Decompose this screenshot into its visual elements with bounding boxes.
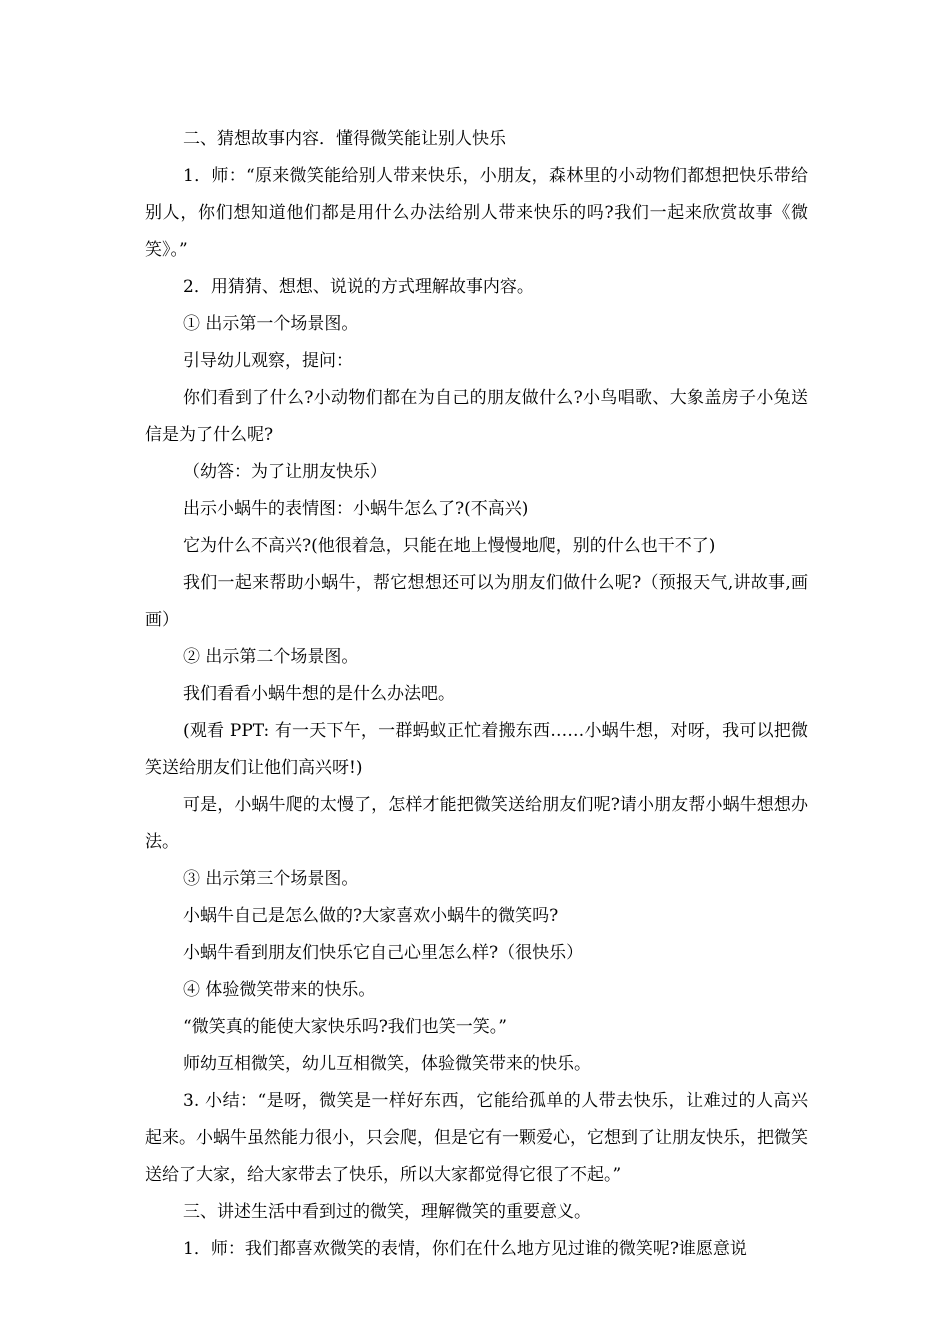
paragraph-snail-did: 小蜗牛自己是怎么做的?大家喜欢小蜗牛的微笑吗? — [183, 906, 559, 926]
paragraph-section-two-heading: 二、猜想故事内容．懂得微笑能让别人快乐 — [183, 129, 506, 149]
paragraph-step-two: 2．用猜猜、想想、说说的方式理解故事内容。 — [183, 277, 534, 297]
paragraph-teacher-intro: 1．师：“原来微笑能给别人带来快乐，小朋友，森林里的小动物们都想把快乐带给别人，你们想知道他们都是用什么办法给别人带来快乐的吗?我们一起来欣赏故事《微笑》。” — [145, 166, 808, 260]
paragraph-child-answer: （幼答：为了让朋友快乐） — [183, 462, 387, 482]
paragraph-why-unhappy: 它为什么不高兴?(他很着急，只能在地上慢慢地爬，别的什么也干不了) — [183, 536, 716, 556]
paragraph-snail-slow: 可是，小蜗牛爬的太慢了，怎样才能把微笑送给朋友们呢?请小朋友帮小蜗牛想想办法。 — [145, 795, 808, 852]
paragraph-experience-smile: ④ 体验微笑带来的快乐。 — [183, 980, 376, 1000]
paragraph-smile-quote: “微笑真的能使大家快乐吗?我们也笑一笑。” — [183, 1017, 507, 1037]
paragraph-snail-expression: 出示小蜗牛的表情图：小蜗牛怎么了?(不高兴) — [183, 499, 529, 519]
paragraph-snail-idea: 我们看看小蜗牛想的是什么办法吧。 — [183, 684, 455, 704]
paragraph-scene-one: ① 出示第一个场景图。 — [183, 314, 359, 334]
paragraph-mutual-smile: 师幼互相微笑，幼儿互相微笑，体验微笑带来的快乐。 — [183, 1054, 591, 1074]
paragraph-scene-two: ② 出示第二个场景图。 — [183, 647, 359, 667]
paragraph-watch-ppt: (观看 PPT: 有一天下午，一群蚂蚁正忙着搬东西……小蜗牛想，对呀，我可以把微笑送给朋友们让他们高兴呀!) — [145, 721, 808, 778]
paragraph-summary: 3. 小结：“是呀，微笑是一样好东西，它能给孤单的人带去快乐，让难过的人高兴起来。小蜗牛虽然能力很小，只会爬，但是它有一颗爱心，它想到了让朋友快乐，把微笑送给了大家，给大家带去了快乐，所以大家都觉得它很了不起。” — [145, 1091, 808, 1185]
paragraph-scene-three: ③ 出示第三个场景图。 — [183, 869, 359, 889]
paragraph-snail-feeling: 小蜗牛看到朋友们快乐它自己心里怎么样?（很快乐） — [183, 943, 584, 963]
paragraph-question-one: 你们看到了什么?小动物们都在为自己的朋友做什么?小鸟唱歌、大象盖房子小兔送信是为了什么呢? — [145, 388, 808, 445]
paragraph-teacher-question: 1．师：我们都喜欢微笑的表情，你们在什么地方见过谁的微笑呢?谁愿意说 — [183, 1239, 747, 1259]
paragraph-guide-observe: 引导幼儿观察，提问： — [183, 351, 353, 371]
paragraph-help-snail: 我们一起来帮助小蜗牛，帮它想想还可以为朋友们做什么呢?（预报天气,讲故事,画画） — [145, 573, 808, 630]
document-body — [145, 121, 808, 1268]
paragraph-section-three-heading: 三、讲述生活中看到过的微笑，理解微笑的重要意义。 — [183, 1202, 591, 1222]
